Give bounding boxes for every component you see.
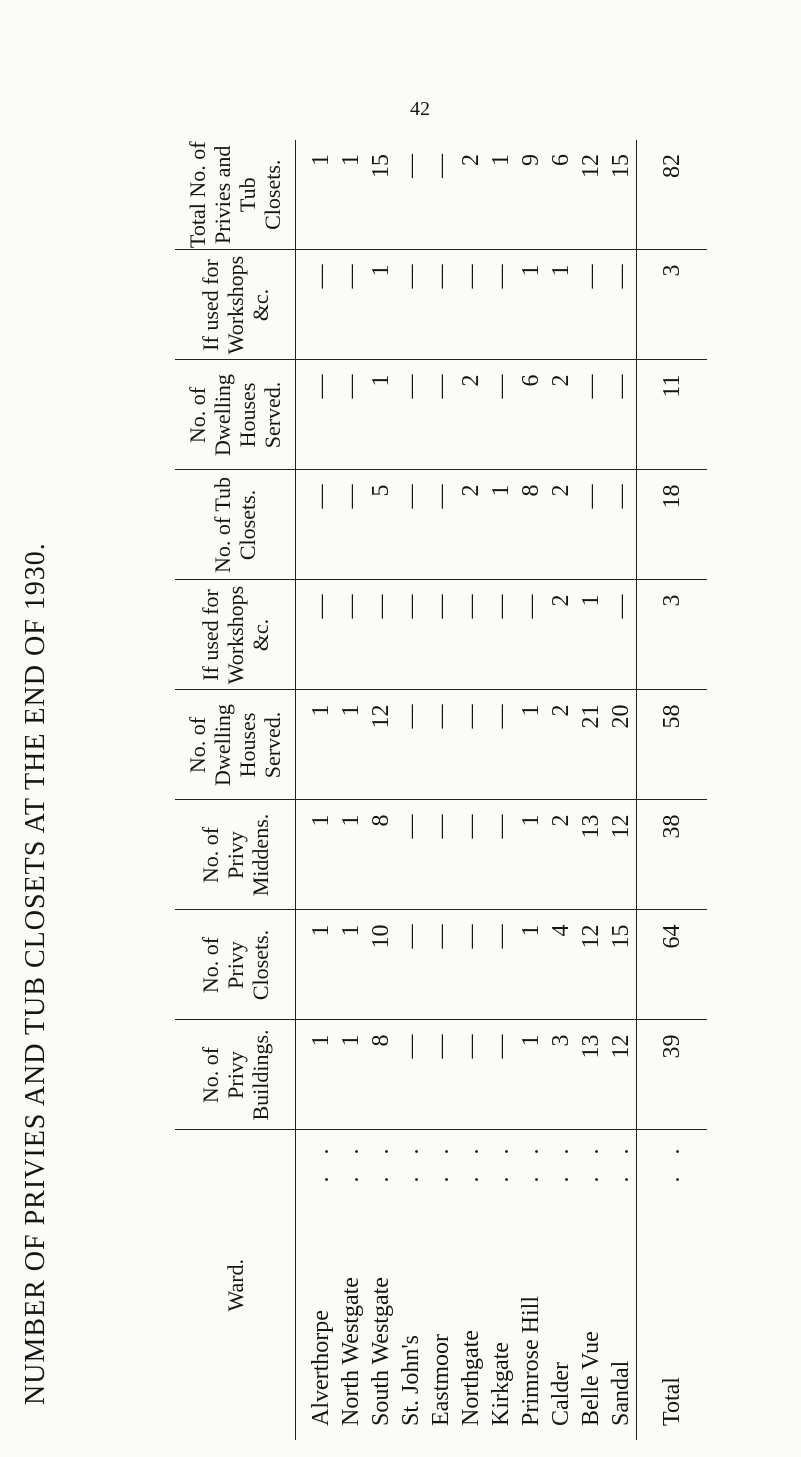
privy-buildings-cell: — [396,1020,426,1130]
ward-cell [606,1130,637,1440]
dot-leader: . . [428,1140,454,1183]
total-row [637,140,708,1440]
ward-cell [336,1130,366,1440]
total-cell: 1 [296,140,337,250]
total-cell: — [426,140,456,250]
dot-leader: . . [518,1140,544,1183]
privy-closets-cell: 1 [516,910,546,1020]
privy-buildings-cell: 1 [516,1020,546,1130]
page-number: 42 [410,98,430,120]
dwellings-tubs-cell: 6 [516,360,546,470]
page-title: NUMBER OF PRIVIES AND TUB CLOSETS AT THE END OF 1930. [20,542,51,1405]
ward-name: Sandal [608,1360,634,1426]
ward-name: Northgate [458,1330,484,1426]
table-row [396,140,426,1440]
privy-closets-cell: — [396,910,426,1020]
ward-cell [396,1130,426,1440]
privy-closets-cell: 4 [546,910,576,1020]
privy-closets-cell: 10 [366,910,396,1020]
privy-closets-cell: 1 [296,910,337,1020]
total-cell: 1 [336,140,366,250]
ward-name: South Westgate [368,1277,394,1426]
privy-closets-cell: 15 [606,910,637,1020]
privy-buildings-cell: 3 [546,1020,576,1130]
privies-table [175,140,707,1440]
tub-closets-cell: — [396,470,426,580]
dwellings-privies-cell: 1 [516,690,546,800]
header-privy-middens: No. of Privy Middens. [175,800,296,910]
ward-cell [426,1130,456,1440]
dot-leader: . . [608,1140,634,1183]
workshops-tubs-cell: — [456,250,486,360]
header-workshops-tubs: If used for Workshops &c. [175,250,296,360]
workshops-tubs-cell: — [426,250,456,360]
header-dwellings-served-tubs: No. of Dwelling Houses Served. [175,360,296,470]
ward-name: St. John's [398,1334,424,1426]
header-tub-closets: No. of Tub Closets. [175,470,296,580]
tub-closets-cell: — [576,470,606,580]
header-privy-buildings: No. of Privy Buildings. [175,1020,296,1130]
header-dwellings-served-privies: No. of Dwelling Houses Served. [175,690,296,800]
ward-name: Eastmoor [428,1334,454,1426]
dot-leader: . . [398,1140,424,1183]
dot-leader: . . [548,1140,574,1183]
workshops-privies-cell: — [396,580,426,690]
workshops-privies-cell: — [296,580,337,690]
dwellings-tubs-cell: 2 [456,360,486,470]
dwellings-tubs-cell: 1 [366,360,396,470]
tub-closets-cell: — [296,470,337,580]
ward-cell [516,1130,546,1440]
dwellings-privies-cell: 12 [366,690,396,800]
dwellings-privies-cell: — [456,690,486,800]
privy-closets-cell: — [456,910,486,1020]
total-cell: 15 [606,140,637,250]
ward-cell [576,1130,606,1440]
workshops-privies-cell: 2 [546,580,576,690]
dwellings-privies-cell: — [396,690,426,800]
tub-closets-cell: — [426,470,456,580]
tub-closets-cell: — [606,470,637,580]
dwellings-tubs-cell: 2 [546,360,576,470]
workshops-tubs-cell: 1 [366,250,396,360]
ward-cell [456,1130,486,1440]
privy-middens-cell: 8 [366,800,396,910]
table-row [576,140,606,1440]
tub-closets-cell: 1 [486,470,516,580]
privy-middens-cell: 1 [516,800,546,910]
workshops-privies-cell: — [426,580,456,690]
dwellings-tubs-cell: — [296,360,337,470]
ward-name: Kirkgate [488,1342,514,1426]
workshops-tubs-cell: 1 [546,250,576,360]
total-dwellings-privies: 58 [637,690,708,800]
total-label-cell [637,1130,708,1440]
privy-middens-cell: — [426,800,456,910]
total-cell: — [396,140,426,250]
dwellings-privies-cell: 1 [336,690,366,800]
dwellings-tubs-cell: — [426,360,456,470]
privy-buildings-cell: — [456,1020,486,1130]
privy-buildings-cell: 12 [606,1020,637,1130]
ward-name: North Westgate [338,1277,364,1426]
tub-closets-cell: — [336,470,366,580]
workshops-tubs-cell: — [606,250,637,360]
table-row [516,140,546,1440]
tub-closets-cell: 2 [546,470,576,580]
table-row [366,140,396,1440]
privy-middens-cell: 1 [336,800,366,910]
total-cell: 9 [516,140,546,250]
workshops-tubs-cell: — [486,250,516,360]
ward-cell [366,1130,396,1440]
total-cell: 15 [366,140,396,250]
dot-leader: . . [659,1140,685,1183]
privy-buildings-cell: 1 [296,1020,337,1130]
workshops-tubs-cell: — [396,250,426,360]
dwellings-tubs-cell: — [576,360,606,470]
privy-middens-cell: 1 [296,800,337,910]
header-total: Total No. of Privies and Tub Closets. [175,140,296,250]
table-row [296,140,337,1440]
table-row [486,140,516,1440]
dot-leader: . . [458,1140,484,1183]
privy-middens-cell: 2 [546,800,576,910]
total-privy-buildings: 39 [637,1020,708,1130]
header-workshops-privies: If used for Workshops &c. [175,580,296,690]
total-workshops-tubs: 3 [637,250,708,360]
total-label: Total [659,1377,685,1426]
workshops-tubs-cell: — [296,250,337,360]
table-row [426,140,456,1440]
tub-closets-cell: 5 [366,470,396,580]
privy-buildings-cell: 8 [366,1020,396,1130]
ward-cell [296,1130,337,1440]
dot-leader: . . [368,1140,394,1183]
table-row [546,140,576,1440]
workshops-privies-cell: — [486,580,516,690]
privy-closets-cell: — [486,910,516,1020]
dwellings-tubs-cell: — [336,360,366,470]
dwellings-tubs-cell: — [396,360,426,470]
dwellings-privies-cell: — [426,690,456,800]
ward-name: Belle Vue [578,1331,604,1426]
privy-middens-cell: — [396,800,426,910]
header-ward: Ward. [175,1130,296,1440]
dwellings-tubs-cell: — [486,360,516,470]
tub-closets-cell: 8 [516,470,546,580]
total-dwellings-tubs: 11 [637,360,708,470]
workshops-privies-cell: — [336,580,366,690]
total-grand: 82 [637,140,708,250]
total-privy-middens: 38 [637,800,708,910]
workshops-tubs-cell: — [576,250,606,360]
ward-name: Calder [548,1362,574,1426]
workshops-privies-cell: — [516,580,546,690]
table-row [336,140,366,1440]
header-privy-closets: No. of Privy Closets. [175,910,296,1020]
dwellings-privies-cell: 1 [296,690,337,800]
dwellings-tubs-cell: — [606,360,637,470]
privy-middens-cell: — [456,800,486,910]
workshops-privies-cell: — [606,580,637,690]
workshops-privies-cell: — [456,580,486,690]
table-row [456,140,486,1440]
privy-buildings-cell: — [426,1020,456,1130]
ward-cell [486,1130,516,1440]
dot-leader: . . [488,1140,514,1183]
privy-middens-cell: — [486,800,516,910]
privy-middens-cell: 12 [606,800,637,910]
header-row [175,140,296,1440]
privy-closets-cell: 1 [336,910,366,1020]
total-cell: 6 [546,140,576,250]
workshops-tubs-cell: 1 [516,250,546,360]
workshops-tubs-cell: — [336,250,366,360]
workshops-privies-cell: 1 [576,580,606,690]
ward-cell [546,1130,576,1440]
dwellings-privies-cell: 20 [606,690,637,800]
privy-buildings-cell: 1 [336,1020,366,1130]
dot-leader: . . [338,1140,364,1183]
total-cell: 12 [576,140,606,250]
ward-name: Primrose Hill [518,1296,544,1426]
privy-middens-cell: 13 [576,800,606,910]
total-cell: 1 [486,140,516,250]
privy-closets-cell: 12 [576,910,606,1020]
dwellings-privies-cell: — [486,690,516,800]
ward-name: Alverthorpe [308,1310,334,1426]
privy-buildings-cell: — [486,1020,516,1130]
dot-leader: . . [578,1140,604,1183]
dot-leader: . . [308,1140,334,1183]
workshops-privies-cell: — [366,580,396,690]
total-tub-closets: 18 [637,470,708,580]
dwellings-privies-cell: 21 [576,690,606,800]
privies-table-wrapper [175,140,775,1440]
total-cell: 2 [456,140,486,250]
table-row [606,140,637,1440]
privy-closets-cell: — [426,910,456,1020]
total-privy-closets: 64 [637,910,708,1020]
tub-closets-cell: 2 [456,470,486,580]
dwellings-privies-cell: 2 [546,690,576,800]
total-workshops-privies: 3 [637,580,708,690]
privy-buildings-cell: 13 [576,1020,606,1130]
